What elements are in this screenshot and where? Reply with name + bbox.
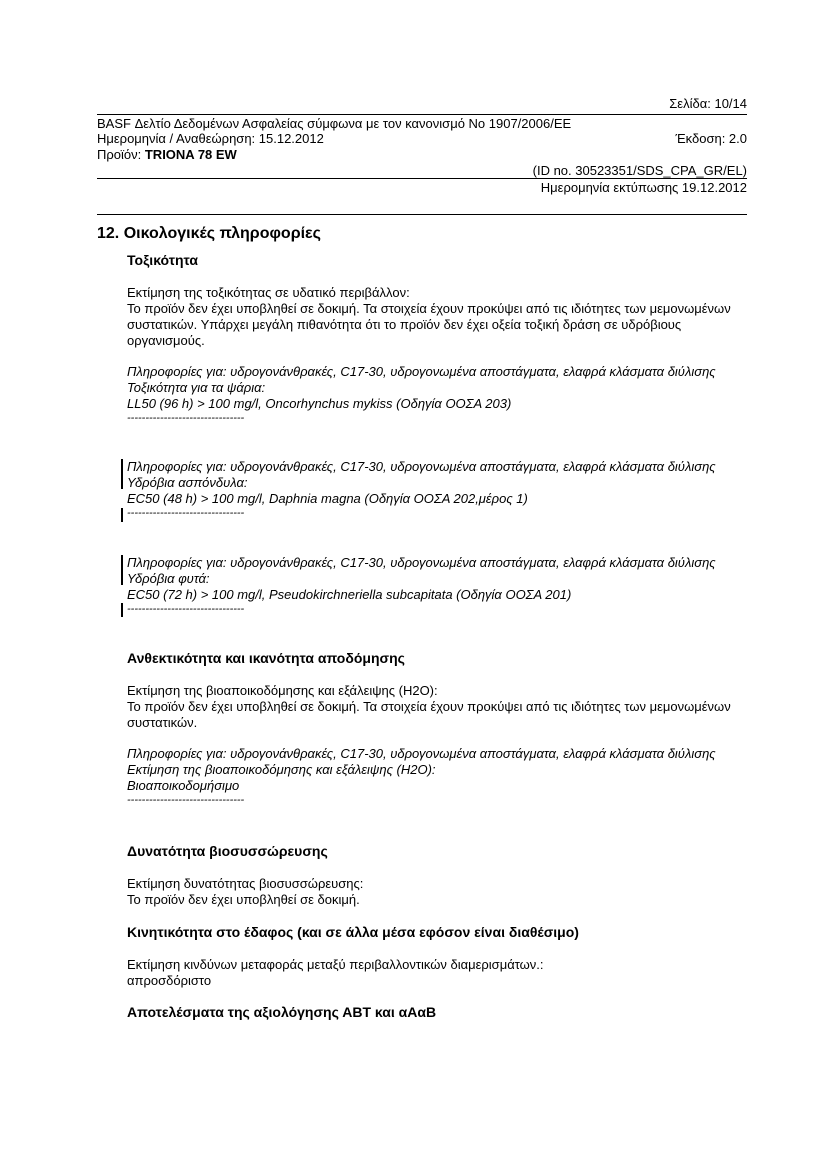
bioaccumulation-heading: Δυνατότητα βιοσυσσώρευσης [127, 843, 328, 859]
plants-toxicity-block [127, 555, 747, 615]
bioaccumulation-block [127, 876, 747, 908]
change-bar [121, 508, 123, 522]
plants-label: Υδρόβια φυτά: [127, 571, 210, 586]
mobility-label: Εκτίμηση κινδύνων μεταφοράς μεταξύ περιβαλλοντικών διαμερισμάτων.: [127, 957, 544, 972]
plants-info-line: Πληροφορίες για: υδρογονάνθρακές, C17-30, υδρογονωμένα αποστάγματα, ελαφρά κλάσματα διύλισης [127, 555, 716, 570]
document-id: (ID no. 30523351/SDS_CPA_GR/EL) [532, 163, 747, 178]
version: Έκδοση: 2.0 [675, 131, 747, 146]
mobility-block [127, 957, 747, 989]
bioaccumulation-label: Εκτίμηση δυνατότητας βιοσυσσώρευσης: [127, 876, 364, 891]
toxicity-assessment-text: Το προϊόν δεν έχει υποβληθεί σε δοκιμή. Τα στοιχεία έχουν προκύψει από τις ιδιότητες των μεμονωμένων συστατικών. Υπάρχει μεγάλη πιθανότητα ότι το προϊόν δεν έχει οξεία τοξική δράση σε υδρόβιους οργανισμούς. [127, 301, 731, 348]
degradation-info-value: Βιοαποικοδομήσιμο [127, 778, 240, 793]
document-title: BASF Δελτίο Δεδομένων Ασφαλείας σύμφωνα με τον κανονισμό Νο 1907/2006/ΕΕ [97, 116, 572, 131]
product-line [97, 147, 237, 162]
bioaccumulation-text: Το προϊόν δεν έχει υποβληθεί σε δοκιμή. [127, 892, 360, 907]
pbt-heading: Αποτελέσματα της αξιολόγησης ΑΒΤ και αΑαΒ [127, 1004, 437, 1020]
toxicity-assessment [127, 285, 747, 349]
fish-toxicity-value: LL50 (96 h) > 100 mg/l, Oncorhynchus mykiss (Οδηγία ΟΟΣΑ 203) [127, 396, 512, 411]
change-bar [121, 555, 123, 585]
revision-date: Ημερομηνία / Αναθεώρηση: 15.12.2012 [97, 131, 324, 146]
invertebrates-info-line: Πληροφορίες για: υδρογονάνθρακές, C17-30, υδρογονωμένα αποστάγματα, ελαφρά κλάσματα διύλισης [127, 459, 716, 474]
degradation-info-label: Εκτίμηση της βιοαποικοδόμησης και εξάλειψης (H2O): [127, 762, 436, 777]
change-bar [121, 459, 123, 489]
fish-toxicity-block [127, 364, 747, 424]
header-rule-top [97, 114, 747, 115]
invertebrates-label: Υδρόβια ασπόνδυλα: [127, 475, 248, 490]
mobility-heading: Κινητικότητα στο έδαφος (και σε άλλα μέσα εφόσον είναι διαθέσιμο) [127, 924, 579, 940]
separator: -------------------------------- [127, 412, 245, 424]
degradation-info-block [127, 746, 747, 806]
product-name: TRIONA 78 EW [144, 147, 237, 162]
degradation-info-line: Πληροφορίες για: υδρογονάνθρακές, C17-30, υδρογονωμένα αποστάγματα, ελαφρά κλάσματα διύλισης [127, 746, 716, 761]
degradation-assessment-text: Το προϊόν δεν έχει υποβληθεί σε δοκιμή. Τα στοιχεία έχουν προκύψει από τις ιδιότητες των μεμονωμένων συστατικών. [127, 699, 731, 730]
header-rule-bottom [97, 214, 747, 215]
invertebrates-value: EC50 (48 h) > 100 mg/l, Daphnia magna (Οδηγία ΟΟΣΑ 202,μέρος 1) [127, 491, 528, 506]
header-rule-middle [97, 178, 747, 179]
print-date: Ημερομηνία εκτύπωσης 19.12.2012 [540, 180, 747, 195]
change-bar [121, 603, 123, 617]
invertebrates-toxicity-block [127, 459, 747, 519]
separator: -------------------------------- [127, 794, 245, 806]
separator: -------------------------------- [127, 507, 245, 519]
toxicity-assessment-label: Εκτίμηση της τοξικότητας σε υδατικό περιβάλλον: [127, 285, 410, 300]
separator: -------------------------------- [127, 603, 245, 615]
mobility-text: απροσδόριστο [127, 973, 212, 988]
product-label: Προϊόν: [97, 147, 145, 162]
section-title: 12. Οικολογικές πληροφορίες [97, 225, 321, 242]
degradation-assessment [127, 683, 747, 731]
toxicity-heading: Τοξικότητα [127, 252, 198, 268]
page-number: Σελίδα: 10/14 [669, 96, 747, 111]
fish-toxicity-label: Τοξικότητα για τα ψάρια: [127, 380, 266, 395]
fish-info-line: Πληροφορίες για: υδρογονάνθρακές, C17-30, υδρογονωμένα αποστάγματα, ελαφρά κλάσματα διύλισης [127, 364, 716, 379]
degradation-assessment-label: Εκτίμηση της βιοαποικοδόμησης και εξάλειψης (H2O): [127, 683, 438, 698]
plants-value: EC50 (72 h) > 100 mg/l, Pseudokirchneriella subcapitata (Οδηγία ΟΟΣΑ 201) [127, 587, 572, 602]
degradation-heading: Ανθεκτικότητα και ικανότητα αποδόμησης [127, 650, 405, 666]
